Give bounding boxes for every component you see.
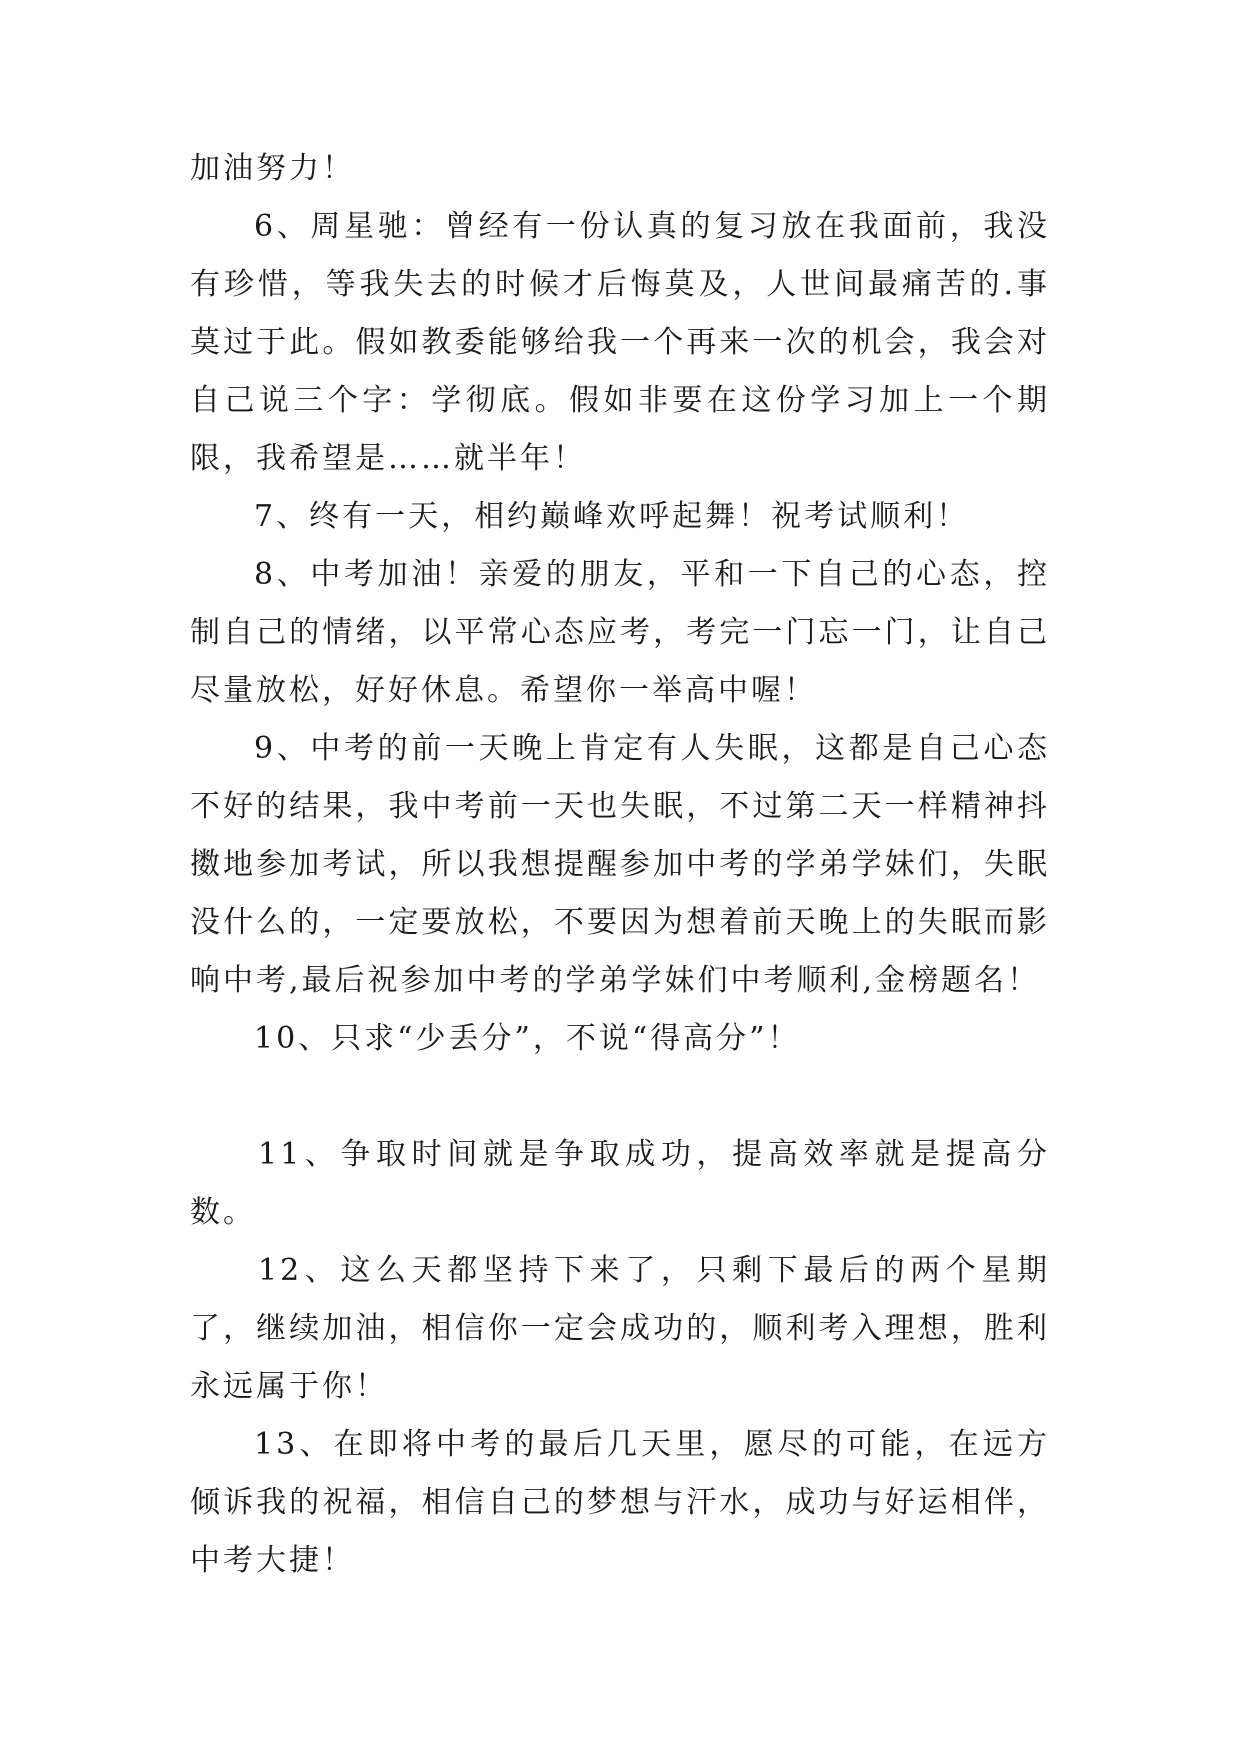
- paragraph-12: 12、这么天都坚持下来了，只剩下最后的两个星期了，继续加油，相信你一定会成功的，顺利考入理想，胜利永远属于你！: [190, 1253, 1050, 1404]
- paragraph-11: 11、争取时间就是争取成功，提高效率就是提高分数。: [190, 1137, 1050, 1230]
- paragraph-6: 6、周星驰：曾经有一份认真的复习放在我面前，我没有珍惜，等我失去的时候才后悔莫及，人世间最痛苦的.事莫过于此。假如教委能够给我一个再来一次的机会，我会对自己说三个字：学彻底。假如非要在这份学习加上一个期限，我希望是……就半年！: [190, 209, 1050, 476]
- paragraph-continuation: 加油努力！: [190, 151, 355, 186]
- paragraph-8: 8、中考加油！亲爱的朋友，平和一下自己的心态，控制自己的情绪，以平常心态应考，考完一门忘一门，让自己尽量放松，好好休息。希望你一举高中喔！: [190, 557, 1050, 708]
- paragraph-13: 13、在即将中考的最后几天里，愿尽的可能，在远方倾诉我的祝福，相信自己的梦想与汗水，成功与好运相伴，中考大捷！: [190, 1427, 1050, 1578]
- paragraph-10: 10、只求“少丢分”，不说“得高分”！: [254, 1021, 801, 1056]
- blank-line: [190, 1068, 1050, 1126]
- document-body: [190, 140, 1050, 1590]
- paragraph-9: 9、中考的前一天晚上肯定有人失眠，这都是自己心态不好的结果，我中考前一天也失眠，不过第二天一样精神抖擞地参加考试，所以我想提醒参加中考的学弟学妹们，失眠没什么的，一定要放松，不要因为想着前天晚上的失眠而影响中考,最后祝参加中考的学弟学妹们中考顺利,金榜题名！: [190, 731, 1050, 998]
- paragraph-7: 7、终有一天，相约巅峰欢呼起舞！祝考试顺利！: [254, 499, 970, 534]
